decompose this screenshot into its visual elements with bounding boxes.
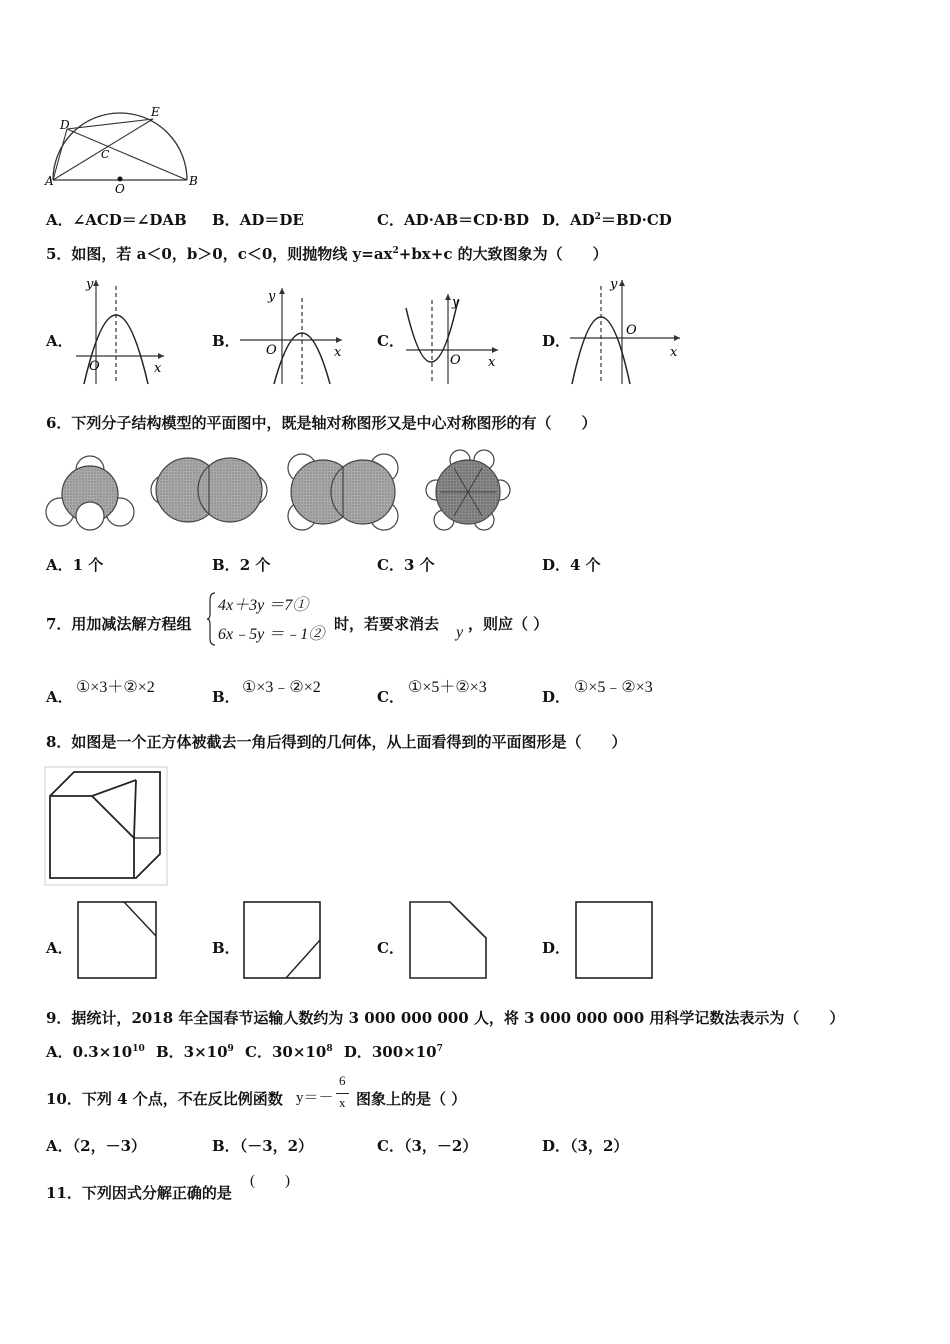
q9-option-d[interactable]: D．$300\times 10^7$	[343, 1043, 443, 1061]
q4-option-a[interactable]	[46, 210, 187, 230]
q5-graph-b[interactable]	[236, 284, 346, 386]
q4-option-d-sup: 2	[594, 212, 601, 222]
q5c-o: O	[450, 353, 461, 368]
q4-option-d-text: AD	[570, 211, 595, 229]
q6-option-a[interactable]: A．1 个	[46, 556, 104, 574]
q9-option-a[interactable]: A．$0.3\times 10^{10}$	[46, 1043, 145, 1061]
q7-option-a-key[interactable]: A．	[46, 688, 73, 706]
q7-option-d-key[interactable]: D．	[542, 688, 571, 706]
q5d-y: y	[610, 277, 618, 292]
q10-option-c[interactable]: C．（3，－2）	[377, 1137, 478, 1155]
q10-option-d[interactable]: D．（3，2）	[542, 1137, 629, 1155]
q10-stem-a: 10．下列 4 个点，不在反比例函数	[46, 1090, 283, 1108]
q7-option-b-key[interactable]: B．	[212, 688, 240, 706]
q7-option-b-text[interactable]: ①×3﹣②×2	[242, 679, 321, 696]
q10-stem-b: 图象上的是（ ）	[356, 1090, 467, 1108]
q8-option-b-key[interactable]: B．	[212, 939, 240, 957]
q4-semicircle-figure	[40, 100, 210, 200]
q5c-x: x	[488, 355, 496, 370]
q8-option-a-key[interactable]: A．	[46, 939, 73, 957]
q8-option-c-figure[interactable]	[406, 898, 492, 982]
q4-option-c[interactable]	[377, 210, 529, 230]
q4-option-d-rest: ＝BD·CD	[600, 211, 672, 229]
q4-option-b[interactable]	[212, 210, 304, 230]
q9-stem: 9．据统计，2018 年全国春节运输人数约为 3 000 000 000 人，将 3 000 000 000 用科学记数法表示为（ ）	[46, 1009, 845, 1027]
q7-option-c-text[interactable]: ①×5＋②×3	[408, 679, 487, 696]
q6-option-d[interactable]: D．4 个	[542, 556, 601, 574]
q7-brace	[206, 592, 216, 646]
q10-option-b[interactable]: B．（－3，2）	[212, 1137, 314, 1155]
q5-graph-c[interactable]	[402, 290, 502, 386]
q4-option-c-key: C．	[377, 211, 404, 229]
q5c-y: y	[452, 295, 460, 310]
q7-option-a-text[interactable]: ①×3＋②×2	[76, 679, 155, 696]
q4-label-o: O	[115, 182, 125, 196]
q11-answer-paren: ( )	[250, 1173, 290, 1189]
q4-option-d[interactable]	[542, 210, 672, 230]
q7-option-d-text[interactable]: ①×5﹣②×3	[574, 679, 653, 696]
q9-option-c[interactable]: C．$30\times 10^8$	[245, 1043, 333, 1061]
q7-stem-b: 时，若要求消去	[334, 615, 440, 633]
q9-options	[46, 1042, 443, 1062]
q5b-y: y	[268, 289, 276, 304]
q6-option-c[interactable]: C．3 个	[377, 556, 435, 574]
q5-option-c-key[interactable]: C．	[377, 332, 404, 350]
q6-option-b[interactable]: B．2 个	[212, 556, 271, 574]
q4-option-b-text: AD＝DE	[239, 211, 304, 229]
q5-stem: 5．如图，若 a＜0，b＞0，c＜0，则抛物线 $y=ax^2+bx+c$ 的大致图象为（ ）	[46, 245, 608, 263]
q7-stem-c: ，则应（ ）	[468, 615, 549, 633]
q8-option-b-figure[interactable]	[240, 898, 324, 982]
q4-label-d: D	[60, 118, 70, 132]
q11-stem: 11．下列因式分解正确的是	[46, 1184, 232, 1202]
q4-option-d-key: D．	[542, 211, 571, 229]
q8-cube-figure	[44, 766, 168, 886]
q5b-o: O	[266, 343, 277, 358]
q5-graph-d[interactable]	[566, 276, 684, 386]
q5d-o: O	[626, 323, 637, 338]
q4-label-a: A	[45, 174, 54, 188]
q10-fraction-bar	[336, 1093, 349, 1094]
q7-stem-a: 7．用加减法解方程组	[46, 615, 192, 633]
q5b-x: x	[334, 345, 342, 360]
q5a-y: y	[86, 277, 94, 292]
q5-option-b-key[interactable]: B．	[212, 332, 240, 350]
q10-function-numerator: 6	[339, 1073, 346, 1088]
q4-option-a-key: A．	[46, 211, 73, 229]
q5-option-d-key[interactable]: D．	[542, 332, 571, 350]
q5d-x: x	[670, 345, 678, 360]
q7-equation-1: 4x＋3y ＝7①	[218, 597, 309, 614]
q10-option-a[interactable]: A．（2，－3）	[46, 1137, 147, 1155]
q4-option-a-text: ∠ACD＝∠DAB	[72, 211, 187, 229]
q6-stem: 6．下列分子结构模型的平面图中，既是轴对称图形又是中心对称图形的有（ ）	[46, 414, 597, 432]
q5-graph-a[interactable]	[72, 276, 168, 386]
q10-function-denominator: x	[339, 1095, 346, 1110]
q4-label-b: B	[189, 174, 198, 188]
q5-option-a-key[interactable]: A．	[46, 332, 73, 350]
q8-option-d-figure[interactable]	[572, 898, 656, 982]
q4-label-c: C	[101, 148, 110, 161]
q7-var: y	[456, 624, 464, 641]
q7-equation-2: 6x﹣5y ＝﹣1②	[218, 626, 325, 643]
q8-option-c-key[interactable]: C．	[377, 939, 404, 957]
q4-label-e: E	[151, 105, 160, 119]
q4-option-c-text: AD·AB＝CD·BD	[403, 211, 529, 229]
q6-molecule-figures	[40, 448, 520, 538]
q8-option-d-key[interactable]: D．	[542, 939, 571, 957]
q8-stem: 8．如图是一个正方体被截去一角后得到的几何体，从上面看得到的平面图形是（ ）	[46, 733, 627, 751]
q5a-o: O	[89, 359, 100, 374]
q4-option-b-key: B．	[212, 211, 240, 229]
q9-option-b[interactable]: B．$3\times 10^9$	[155, 1043, 234, 1061]
q10-function-lhs: y＝－	[296, 1090, 334, 1106]
q8-option-a-figure[interactable]	[76, 898, 160, 982]
q7-option-c-key[interactable]: C．	[377, 688, 404, 706]
q5a-x: x	[154, 361, 162, 376]
